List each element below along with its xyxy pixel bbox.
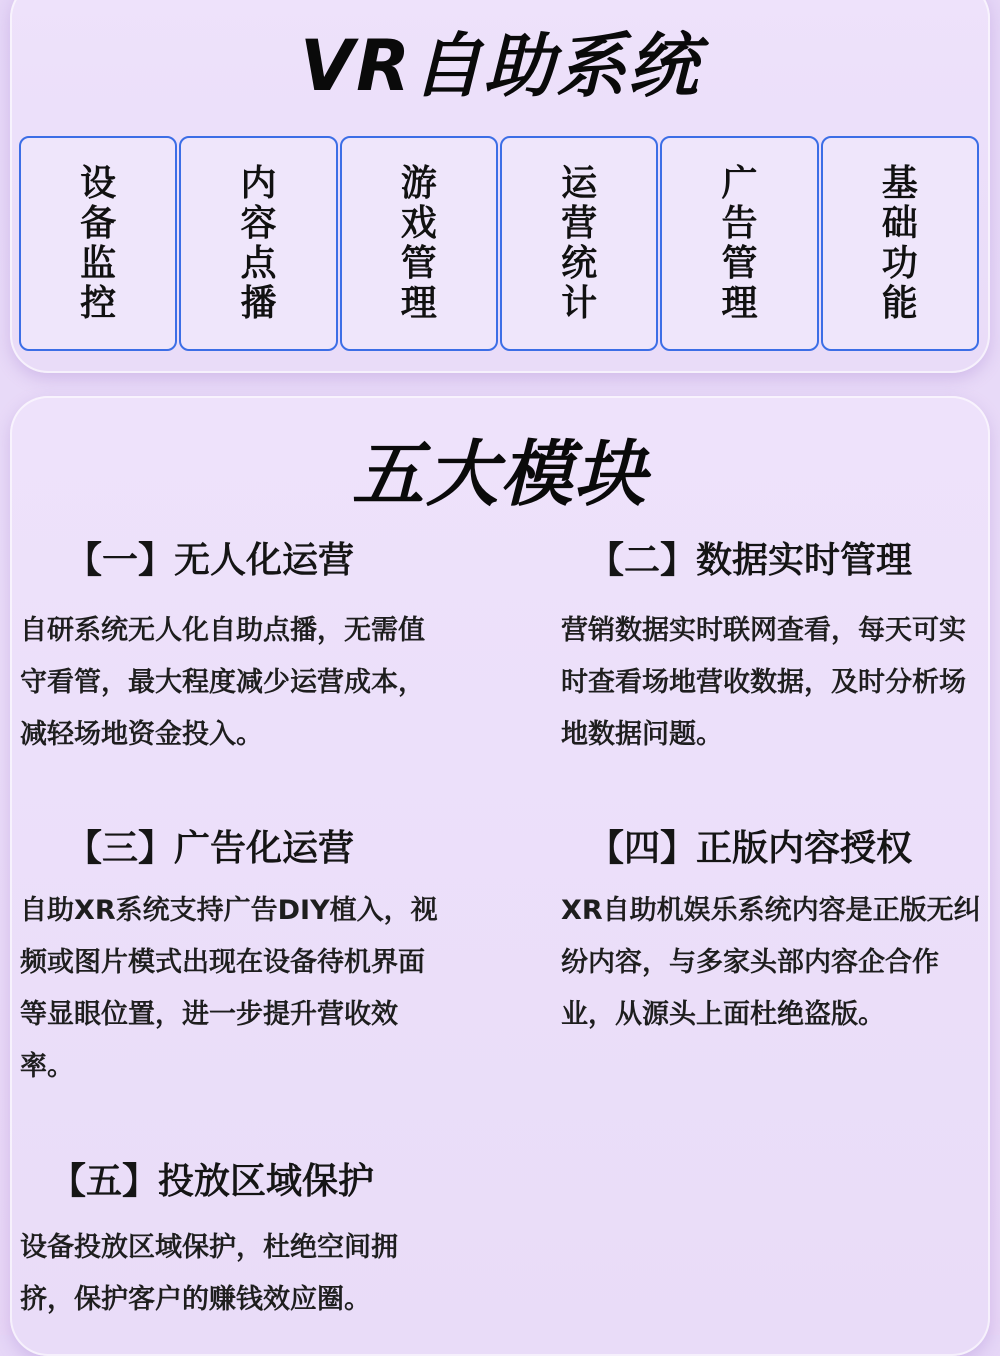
module-body-2: 营销数据实时联网查看，每天可实时查看场地营收数据，及时分析场地数据问题。	[561, 615, 966, 750]
feature-label: 广告管理	[721, 162, 758, 324]
module-heading-1: 【一】无人化运营	[66, 540, 355, 581]
feature-label: 运营统计	[561, 162, 598, 324]
feature-label: 内容点播	[240, 162, 277, 324]
module-heading-2: 【二】数据实时管理	[588, 540, 913, 581]
page-title: VR自助系统	[299, 25, 701, 107]
feature-label: 游戏管理	[400, 162, 437, 324]
feature-list	[19, 136, 979, 351]
feature-card-content-on-demand[interactable]	[179, 136, 337, 351]
module-heading-3: 【三】广告化运营	[66, 828, 355, 869]
feature-card-ad-management[interactable]	[660, 136, 818, 351]
feature-card-operation-stats[interactable]	[500, 136, 658, 351]
feature-card-device-monitor[interactable]	[19, 136, 177, 351]
feature-card-basic-functions[interactable]	[821, 136, 979, 351]
module-body-1: 自研系统无人化自助点播，无需值守看管，最大程度减少运营成本，减轻场地资金投入。	[20, 615, 425, 750]
module-body-5: 设备投放区域保护，杜绝空间拥挤，保护客户的赚钱效应圈。	[20, 1232, 398, 1315]
module-body-3: 自助XR系统支持广告DIY植入，视频或图片模式出现在设备待机界面等显眼位置，进一步提升营收效率。	[20, 895, 438, 1082]
feature-label: 基础功能	[881, 162, 918, 324]
feature-label: 设备监控	[80, 162, 117, 324]
feature-card-game-management[interactable]	[340, 136, 498, 351]
module-body-4: XR自助机娱乐系统内容是正版无纠纷内容，与多家头部内容企合作业，从源头上面杜绝盗版。	[561, 895, 981, 1030]
modules-title: 五大模块	[351, 432, 648, 516]
module-heading-4: 【四】正版内容授权	[588, 828, 913, 869]
module-heading-5: 【五】投放区域保护	[50, 1161, 375, 1202]
